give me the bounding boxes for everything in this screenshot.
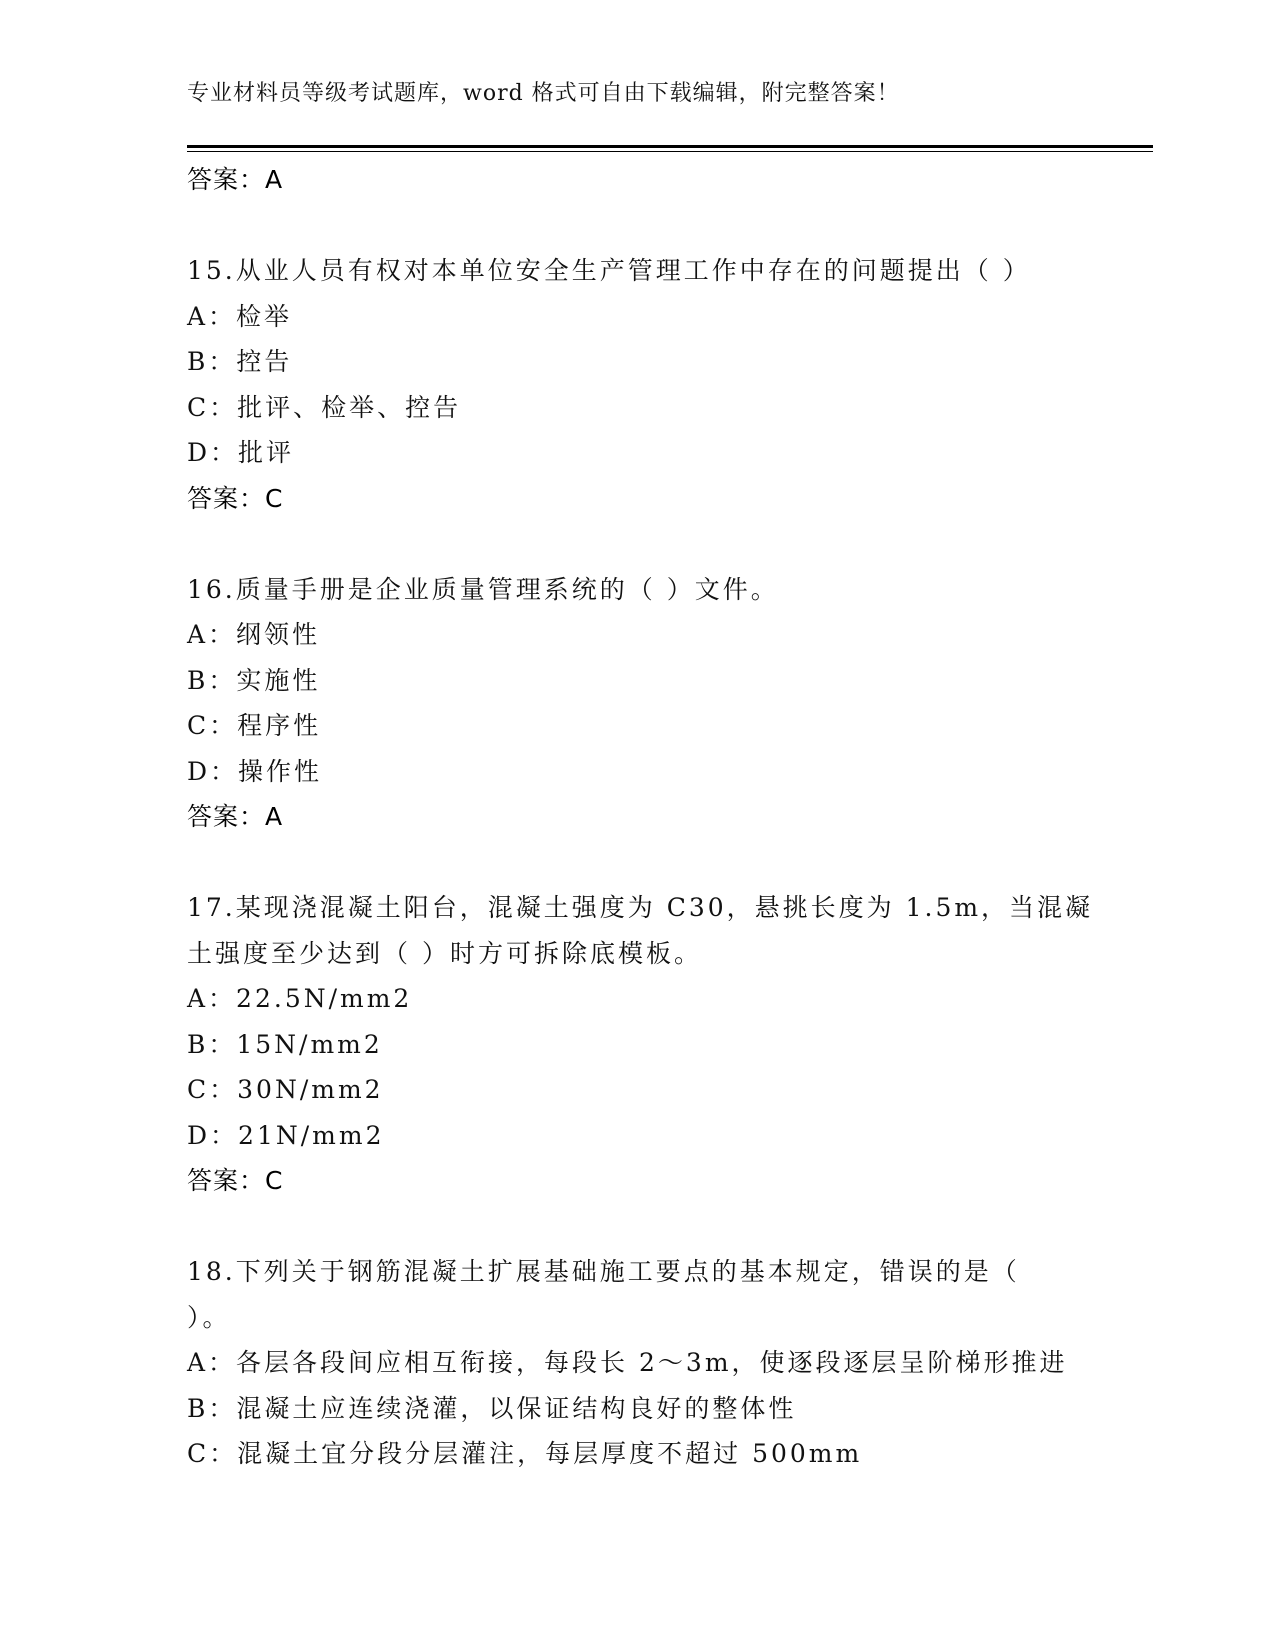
option-c: C：批评、检举、控告 [187,392,462,422]
question-16 [187,567,1087,840]
option-c: C：30N/mm2 [187,1075,384,1104]
answer: 答案：A [187,802,284,831]
prev-answer: 答案：A [187,165,284,194]
option-b: B：控告 [187,347,293,376]
option-d: D：21N/mm2 [187,1120,385,1150]
option-b: B：15N/mm2 [187,1029,383,1059]
option-c: C：混凝土宜分段分层灌注，每层厚度不超过 500mm [187,1439,863,1468]
option-b: B：实施性 [187,665,321,695]
option-c: C：程序性 [187,711,322,740]
question-17 [187,885,1094,1204]
question-stem-line-1: 18.下列关于钢筋混凝土扩展基础施工要点的基本规定，错误的是（ [187,1257,1020,1286]
spacer [187,1204,1087,1250]
header-rule-thick [187,145,1153,148]
answer: 答案：C [187,483,284,513]
option-d: D：操作性 [187,756,323,786]
page-header: 专业材料员等级考试题库，word 格式可自由下载编辑，附完整答案！ [187,81,900,106]
option-a: A：各层各段间应相互衔接，每段长 2～3m，使逐段逐层呈阶梯形推进 [187,1348,1068,1377]
header-rule-thin [187,151,1153,152]
option-b: B：混凝土应连续浇灌，以保证结构良好的整体性 [187,1393,797,1423]
question-stem-line-2: 土强度至少达到（ ）时方可拆除底模板。 [187,938,702,968]
question-content [187,157,1094,1477]
question-stem: 15.从业人员有权对本单位安全生产管理工作中存在的问题提出（ ） [187,256,1031,285]
question-stem: 16.质量手册是企业质量管理系统的（ ）文件。 [187,574,779,604]
question-15 [187,248,1087,521]
question-18 [187,1249,1087,1477]
question-stem-line-2: ）。 [187,1302,231,1332]
question-stem-line-1: 17.某现浇混凝土阳台，混凝土强度为 C30，悬挑长度为 1.5m，当混凝 [187,893,1094,922]
answer: 答案：C [187,1166,284,1195]
spacer [187,521,1087,567]
spacer [187,203,1087,249]
option-a: A：22.5N/mm2 [187,984,413,1013]
option-a: A：检举 [187,301,293,331]
spacer [187,840,1087,886]
option-d: D：批评 [187,438,295,467]
option-a: A：纲领性 [187,620,321,649]
